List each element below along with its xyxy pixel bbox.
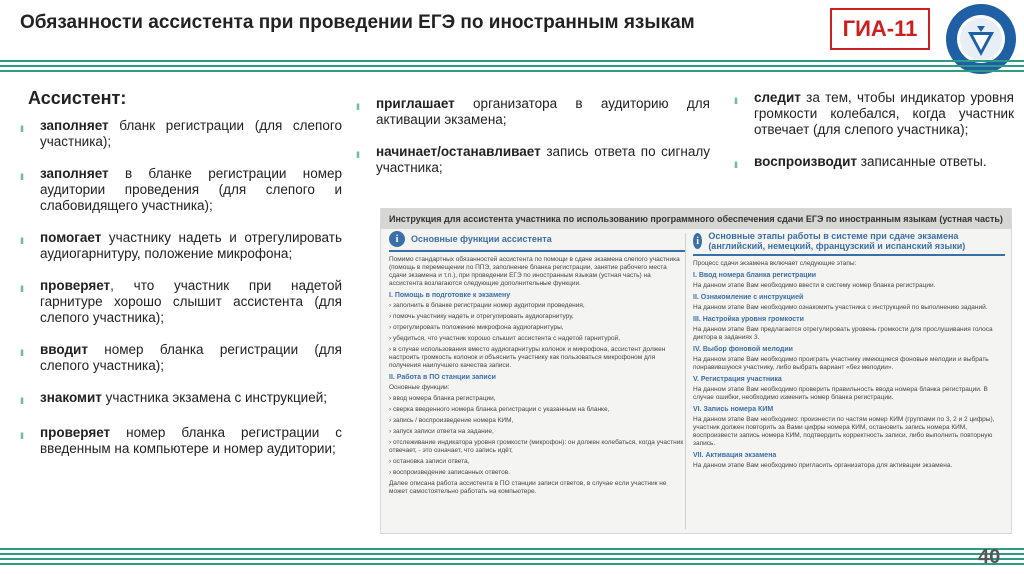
instruction-subheading: V. Регистрация участника: [693, 376, 782, 383]
instruction-text: На данном этапе Вам необходимо ввести в систему номер бланка регистрации.: [693, 282, 936, 289]
instruction-subheading: III. Настройка уровня громкости: [693, 316, 804, 323]
list-item: ΙΙ приглашает организатора в аудиторию для активации экзамена;: [356, 96, 710, 127]
instruction-text: › ввод номера бланка регистрации,: [389, 395, 496, 402]
info-icon: i: [693, 233, 702, 249]
list-item: ΙΙ заполняет бланк регистрации (для слепого участника);: [20, 118, 342, 149]
instruction-text: Основные функции:: [389, 384, 450, 391]
list-item: ΙΙ проверяет номер бланка регистрации с введенным на компьютере и номер аудитории;: [20, 425, 342, 456]
list-item: ΙΙ знакомит участника экзамена с инструкцией;: [20, 390, 342, 409]
footer-stripes: [0, 548, 1024, 568]
list-item: ΙΙ вводит номер бланка регистрации (для слепого участника);: [20, 342, 342, 373]
bullet-icon: ΙΙ: [20, 396, 24, 406]
instruction-text: › в случае использования вместо аудиогарнитуры колонок и микрофона, ассистент должен настроить громкость колонок и объяснить участнику как пользоваться микрофоном для получения наилучшего качества записи.: [389, 346, 666, 369]
instruction-subheading: VI. Запись номера КИМ: [693, 406, 774, 413]
bullet-icon: ΙΙ: [356, 102, 360, 112]
assistant-duties-column-3: [734, 90, 1014, 189]
instruction-text: › помочь участнику надеть и отрегулировать аудиогарнитуру,: [389, 313, 574, 320]
assistant-duties-column-2: [356, 96, 710, 192]
instruction-subheading: II. Работа в ПО станции записи: [389, 374, 496, 381]
instruction-left-column: [389, 231, 685, 499]
bullet-icon: ΙΙ: [20, 236, 24, 246]
instruction-subheading: VII. Активация экзамена: [693, 452, 777, 459]
instruction-subheading: IV. Выбор фоновой мелодии: [693, 346, 793, 353]
list-item: ΙΙ заполняет в бланке регистрации номер аудитории проведения (для слепого и слабовидящего участника);: [20, 166, 342, 213]
page-title: Обязанности ассистента при проведении ЕГЭ по иностранным языкам: [20, 12, 695, 33]
list-item: ΙΙ следит за тем, чтобы индикатор уровня громкости колебался, когда участник отвечает (для слепого участника);: [734, 90, 1014, 137]
page-number: 40: [978, 546, 1001, 568]
bullet-icon: ΙΙ: [734, 160, 738, 170]
list-item: ΙΙ проверяет, что участник при надетой гарнитуре хорошо слышит ассистента (для слепого участника);: [20, 278, 342, 325]
instruction-text: На данном этапе Вам необходимо: произнести по частям номер КИМ (группами по 3, 2 и 2 цифры), участник должен повторить за Вами цифры номера КИМ, остановить запись номера КИМ, воспроизвести запись номера КИМ, подтвердить корректность записи, либо выполнить повторную запись.: [693, 416, 995, 447]
list-item: ΙΙ начинает/останавливает запись ответа по сигналу участника;: [356, 144, 710, 175]
bullet-icon: ΙΙ: [20, 172, 24, 182]
instruction-text: Далее описана работа ассистента в ПО станции записи ответов, в случае если участник не может самостоятельно работать на компьютере.: [389, 480, 667, 495]
gia-badge: ГИА-11: [830, 8, 930, 50]
bullet-icon: ΙΙ: [20, 284, 24, 294]
instruction-text: › воспроизведение записанных ответов.: [389, 469, 511, 476]
info-icon: i: [389, 231, 405, 247]
instruction-text: › сверка введенного номера бланка регистрации с указанным на бланке,: [389, 406, 610, 413]
instruction-text: › запись / воспроизведение номера КИМ,: [389, 417, 514, 424]
assistant-duties-column: [20, 90, 342, 473]
instruction-header: Инструкция для ассистента участника по использованию программного обеспечения сдачи ЕГЭ по иностранным языкам (устная часть): [381, 209, 1011, 229]
instruction-text: Помимо стандартных обязанностей ассистента по помощи в сдаче экзамена слепого участника (помощь в перемещении по ППЭ, заполнение бланка регистрации, занятие рабочего места сдачи экзамена и т.п.), при проведении ЕГЭ по иностранным языкам (устная часть) на ассистента возлагаются следующие дополнительные функции.: [389, 256, 680, 287]
bullet-icon: ΙΙ: [356, 150, 360, 160]
list-item: ΙΙ воспроизводит записанные ответы.: [734, 154, 1014, 173]
instruction-text: Процесс сдачи экзамена включает следующие этапы:: [693, 260, 857, 267]
bullet-icon: ΙΙ: [734, 96, 738, 106]
instruction-left-title: Основные функции ассистента: [411, 234, 552, 244]
instruction-text: › отрегулировать положение микрофона аудиогарнитуры,: [389, 324, 564, 331]
instruction-subheading: I. Ввод номера бланка регистрации: [693, 272, 817, 279]
instruction-divider: [685, 233, 686, 529]
instruction-subheading: II. Ознакомление с инструкцией: [693, 294, 804, 301]
instruction-text: На данном этапе Вам необходимо проиграть участнику имеющиеся фоновые мелодии и выбрать понравившуюся участнику, либо выбрать вариант «без мелодии».: [693, 356, 989, 371]
instruction-text: › отслеживание индикатора уровня громкости (микрофон): он должен колебаться, когда участник отвечает, - это означает, что запись идёт,: [389, 439, 684, 454]
instruction-text: › остановка записи ответа,: [389, 458, 470, 465]
section-heading: Ассистент:: [28, 88, 127, 108]
instruction-text: › заполнить в бланке регистрации номер аудитории проведения,: [389, 302, 585, 309]
instruction-subheading: I. Помощь в подготовке к экзамену: [389, 292, 511, 299]
instruction-right-title: Основные этапы работы в системе при сдаче экзамена (английский, немецкий, французский и испанский языки): [708, 231, 966, 251]
instruction-image: [380, 208, 1012, 534]
instruction-text: На данном этапе Вам необходимо проверить правильность ввода номера бланка регистрации. В случае ошибки, необходимо изменить номер бланка регистрации.: [693, 386, 988, 401]
instruction-text: На данном этапе Вам необходимо пригласить организатора для активации экзамена.: [693, 462, 953, 469]
instruction-text: На данном этапе Вам предлагается отрегулировать уровень громкости для прослушивания голоса диктора в заданиях 3.: [693, 326, 993, 341]
instruction-right-column: [693, 231, 1005, 473]
bullet-icon: ΙΙ: [20, 431, 24, 441]
bullet-icon: ΙΙ: [20, 348, 24, 358]
list-item: ΙΙ помогает участнику надеть и отрегулировать аудиогарнитуру, положение микрофона;: [20, 230, 342, 261]
instruction-text: › запуск записи ответа на задание,: [389, 428, 494, 435]
header-stripes: [0, 60, 1024, 75]
bullet-icon: ΙΙ: [20, 124, 24, 134]
instruction-text: На данном этапе Вам необходимо ознакомить участника с инструкцией по выполнению заданий.: [693, 304, 988, 311]
instruction-text: › убедиться, что участник хорошо слышит ассистента с надетой гарнитурой,: [389, 335, 621, 342]
